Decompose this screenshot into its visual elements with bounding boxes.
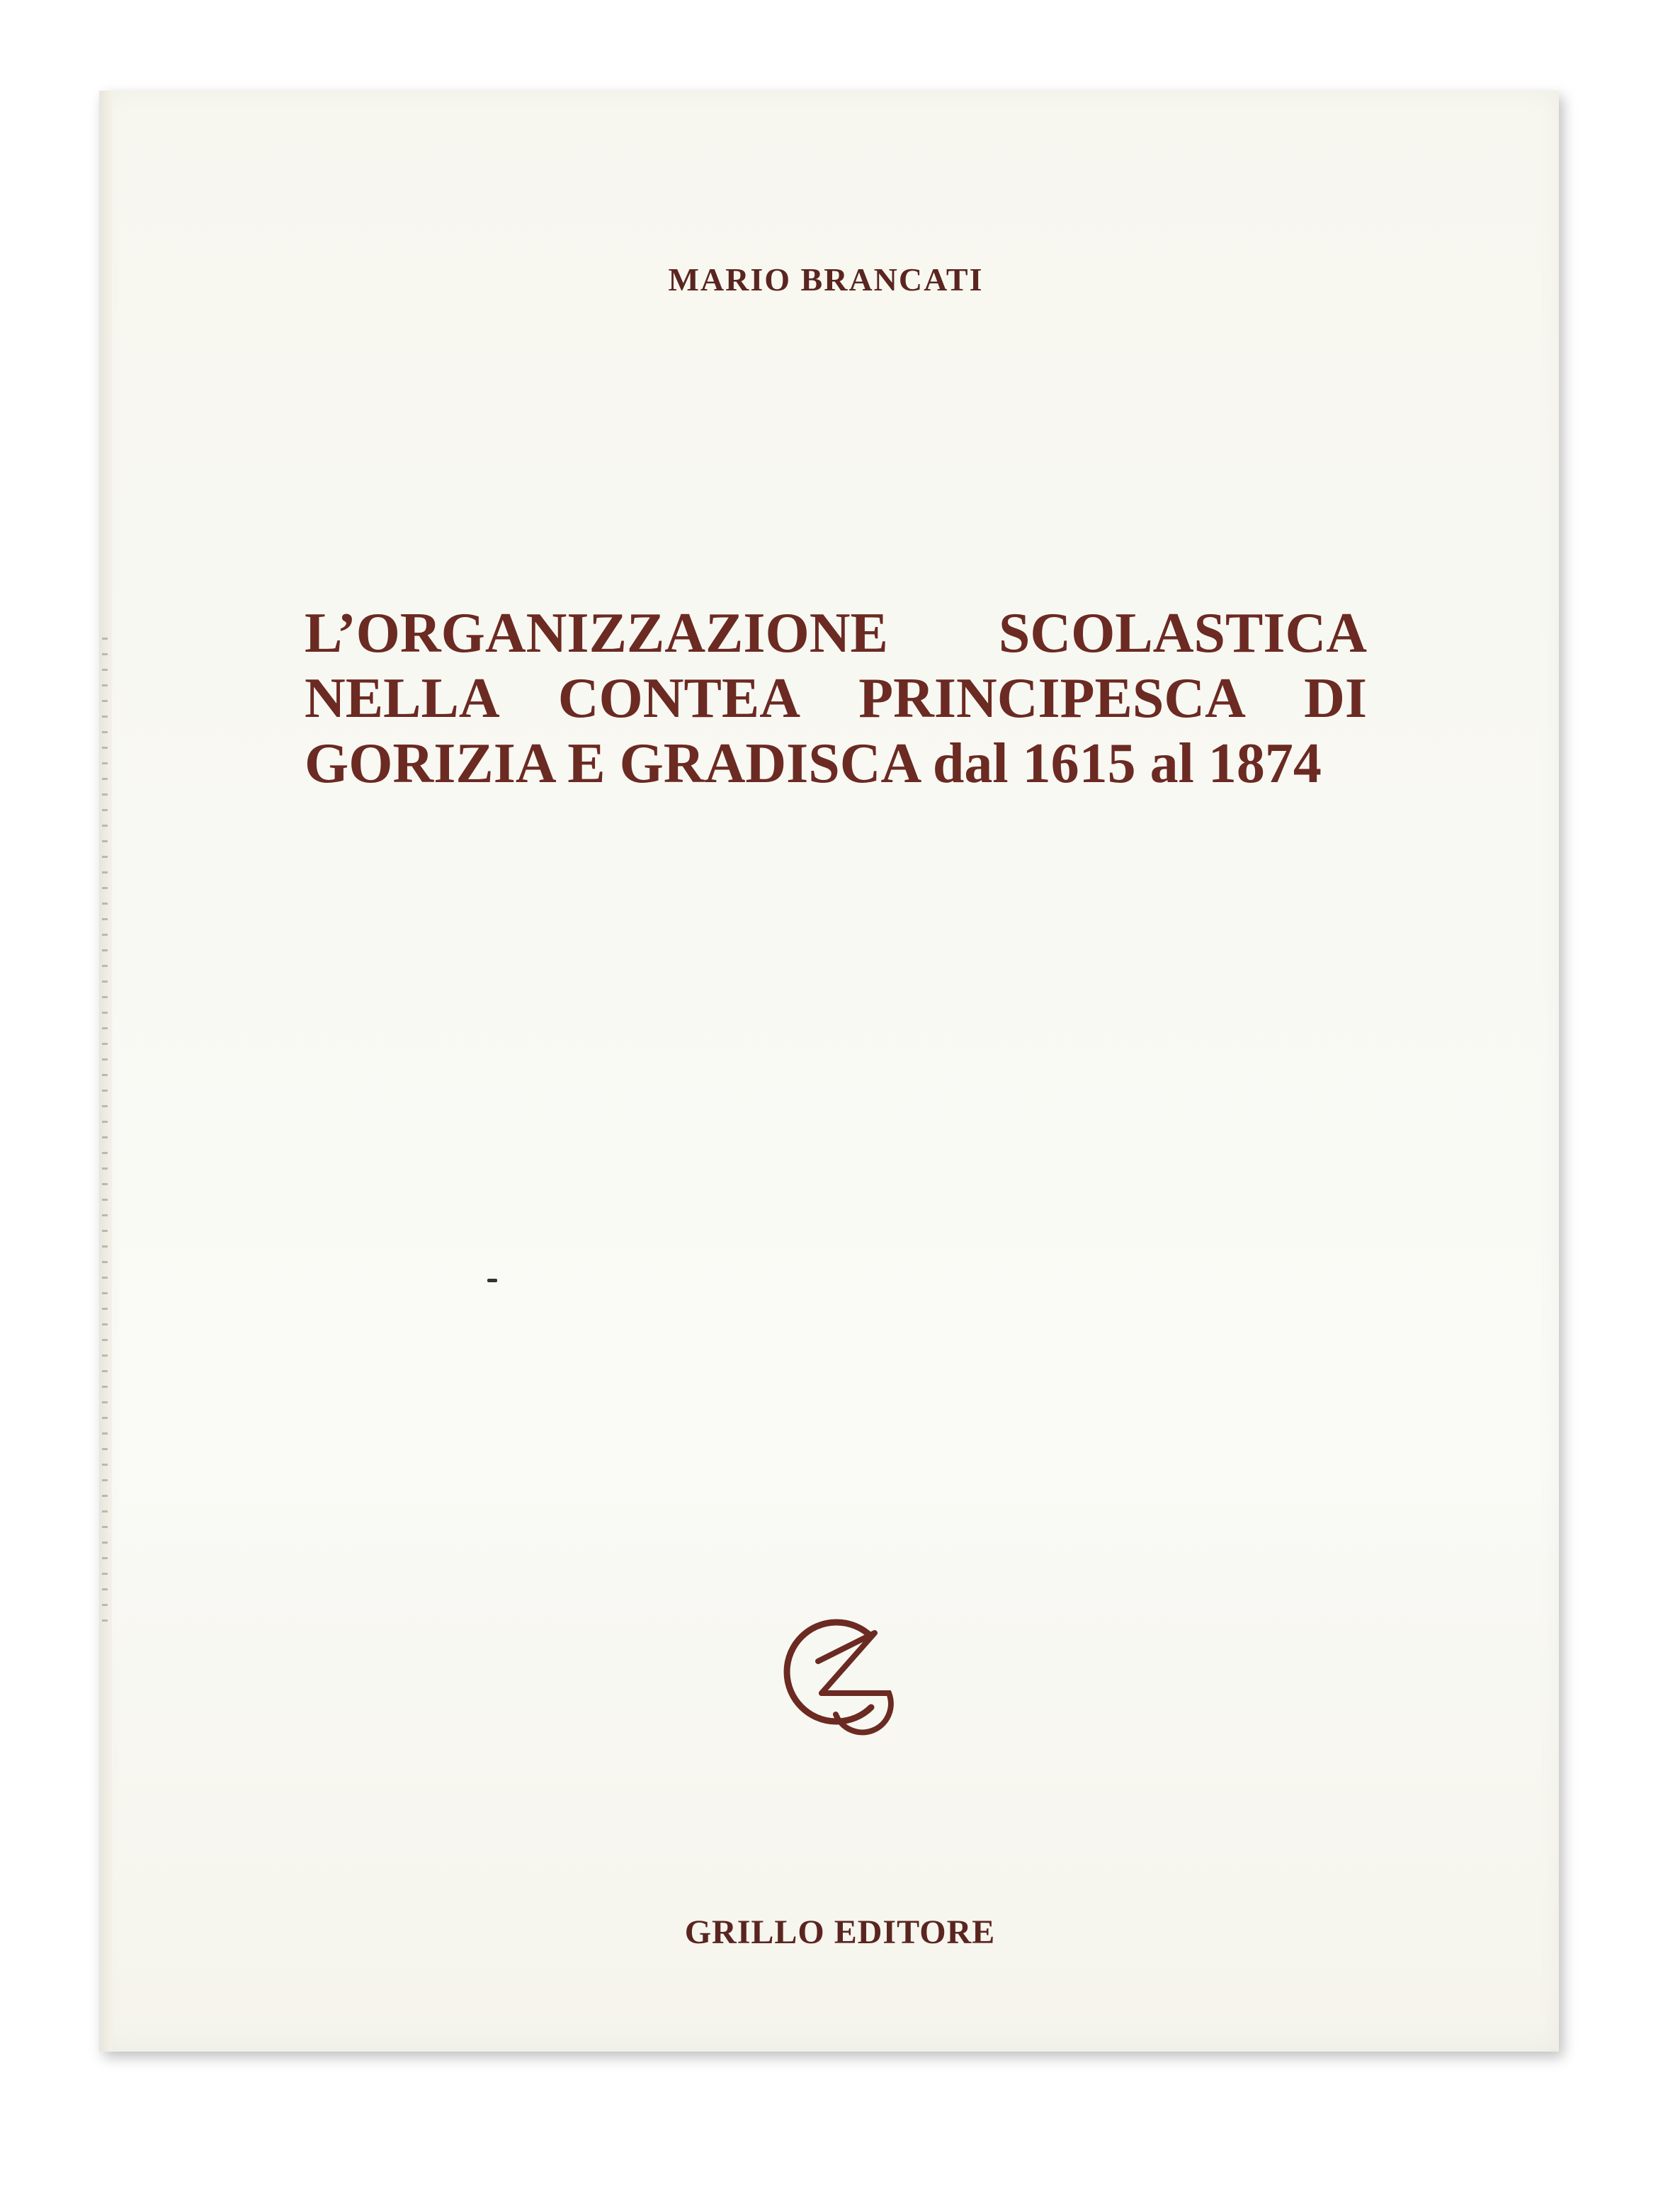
book-title (305, 601, 1367, 796)
book-cover (99, 91, 1559, 2052)
title-line-3-caps: GORIZIA E GRADISCA (305, 733, 919, 795)
title-line-3 (305, 731, 1367, 796)
author-name: MARIO BRANCATI (668, 261, 984, 298)
publisher-name: GRILLO EDITORE (684, 1913, 996, 1951)
publisher-monogram-icon (765, 1601, 907, 1743)
dust-speck (487, 1279, 497, 1282)
spine-marks (102, 638, 108, 1629)
title-line-2: NELLA CONTEA PRINCIPESCA DI (305, 667, 1367, 730)
title-line-3-dates: dal 1615 al 1874 (932, 733, 1322, 795)
title-line-1: L’ORGANIZZAZIONE SCOLASTICA (305, 602, 1367, 665)
